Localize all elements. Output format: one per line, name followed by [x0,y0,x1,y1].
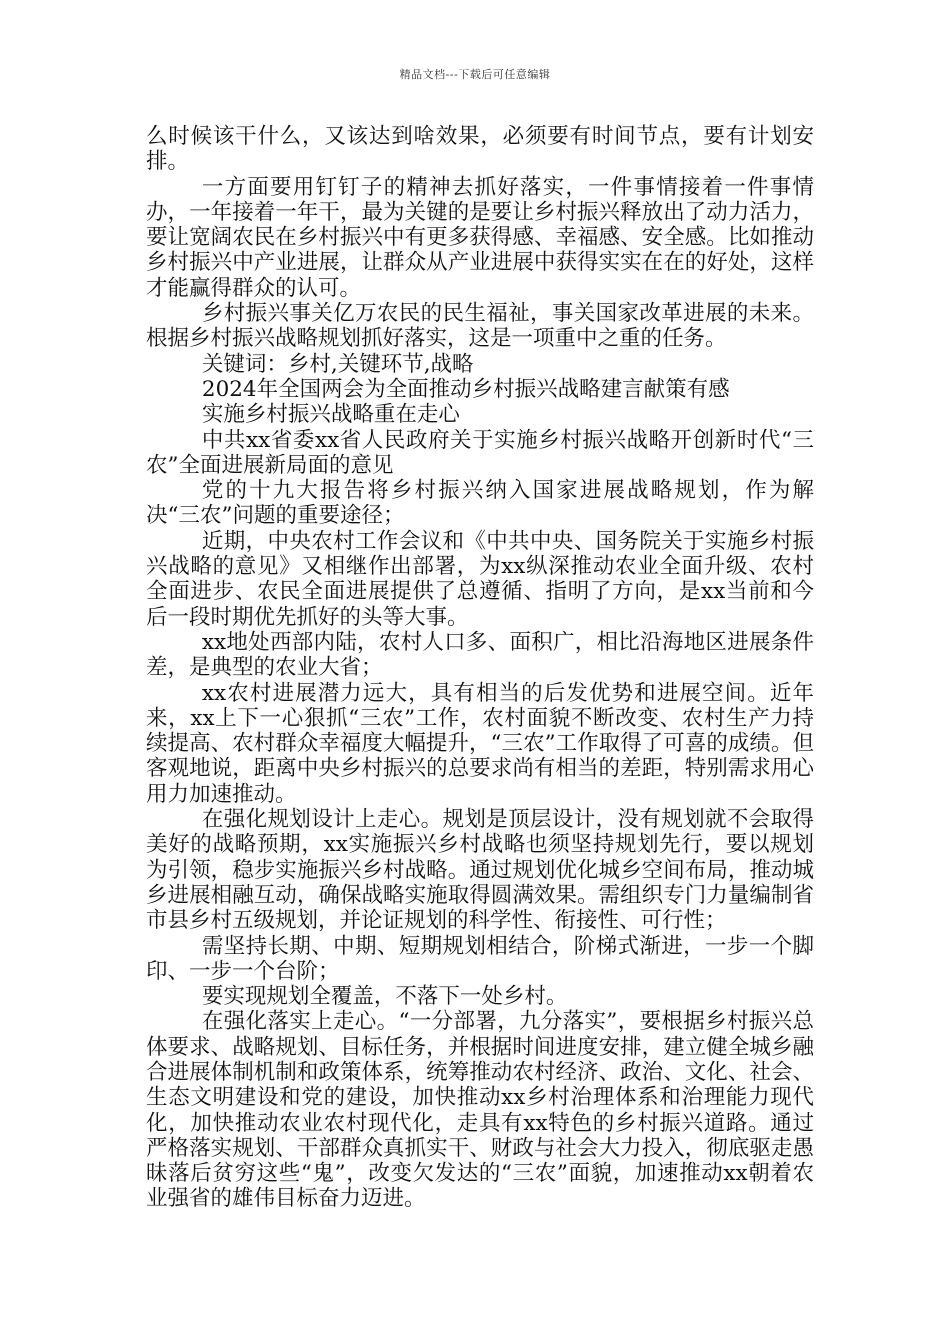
paragraph: xx地处西部内陆，农村人口多、面积广，相比沿海地区进展条件差，是典型的农业大省； [146,629,814,681]
paragraph: 需坚持长期、中期、短期规划相结合，阶梯式渐进，一步一个脚印、一步一个台阶； [146,933,814,984]
paragraph: 在强化规划设计上走心。规划是顶层设计，没有规划就不会取得美好的战略预期，xx实施振兴乡村战略也须坚持规划先行，要以规划为引领，稳步实施振兴乡村战略。通过规划优化城乡空间布局，推动城乡进展相融互动，确保战略实施取得圆满效果。需组织专门力量编制省市县乡村五级规划，并论证规划的科学性、衔接性、可行性； [146,807,814,934]
page-header: 精品文档---下载后可任意编辑 [399,68,551,81]
paragraph: 近期，中央农村工作会议和《中共中央、国务院关于实施乡村振兴战略的意见》又相继作出部署，为xx纵深推动农业全面升级、农村全面进步、农民全面进展提供了总遵循、指明了方向，是xx当前和今后一段时期优先抓好的头等大事。 [146,528,814,630]
paragraph: 党的十九大报告将乡村振兴纳入国家进展战略规划，作为解决“三农”问题的重要途径； [146,478,814,529]
paragraph: 2024年全国两会为全面推动乡村振兴战略建言献策有感 [201,376,730,402]
paragraph: 中共xx省委xx省人民政府关于实施乡村振兴战略开创新时代“三农”全面进展新局面的意见 [146,427,814,478]
paragraph: 实施乡村振兴战略重在走心 [201,402,460,428]
paragraph: 要实现规划全覆盖，不落下一处乡村。 [201,984,568,1010]
paragraph: 么时候该干什么，又该达到啥效果，必须要有时间节点，要有计划安排。 [146,124,814,175]
paragraph: 一方面要用钉钉子的精神去抓好落实，一件事情接着一件事情办，一年接着一年干，最为关键的是要让乡村振兴释放出了动力活力，要让宽阔农民在乡村振兴中有更多获得感、幸福感、安全感。比如推动乡村振兴中产业进展，让群众从产业进展中获得实实在在的好处，这样才能赢得群众的认可。 [146,174,814,301]
document-body [146,124,814,1212]
paragraph: xx农村进展潜力远大，具有相当的后发优势和进展空间。近年来，xx上下一心狠抓“三农”工作，农村面貌不断改变、农村生产力持续提高、农村群众幸福度大幅提升，“三农”工作取得了可喜的成绩。但客观地说，距离中央乡村振兴的总要求尚有相当的差距，特别需求用心用力加速推动。 [146,680,814,807]
paragraph: 在强化落实上走心。“一分部署，九分落实”，要根据乡村振兴总体要求、战略规划、目标任务，并根据时间进度安排，建立健全城乡融合进展体制机制和政策体系，统筹推动农村经济、政治、文化、社会、生态文明建设和党的建设，加快推动xx乡村治理体系和治理能力现代化，加快推动农业农村现代化，走具有xx特色的乡村振兴道路。通过严格落实规划、干部群众真抓实干、财政与社会大力投入，彻底驱走愚昧落后贫穷这些“鬼”，改变欠发达的“三农”面貌，加速推动xx朝着农业强省的雄伟目标奋力迈进。 [146,1009,814,1212]
keywords-line: 关键词：乡村,关键环节,战略 [201,351,474,377]
paragraph: 乡村振兴事关亿万农民的民生福祉，事关国家改革进展的未来。根据乡村振兴战略规划抓好落实，这是一项重中之重的任务。 [146,301,814,352]
